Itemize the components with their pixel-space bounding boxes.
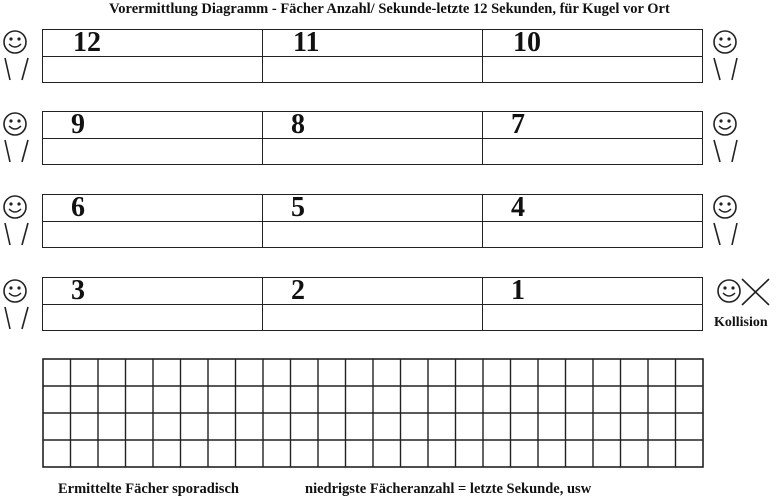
cell-number: 6 <box>71 192 85 223</box>
cell-number: 9 <box>71 109 85 140</box>
row-box-4 <box>42 277 703 331</box>
cell-number: 4 <box>511 192 525 223</box>
row-box-1 <box>42 29 703 83</box>
cell-number: 8 <box>291 109 305 140</box>
smiley-stick-figure-icon <box>0 28 34 82</box>
smiley-stick-figure-icon <box>708 110 742 164</box>
smiley-stick-figure-icon <box>708 193 742 247</box>
cell-number: 7 <box>511 109 525 140</box>
row-divider <box>43 56 702 57</box>
row-divider <box>43 221 702 222</box>
row-box-2 <box>42 111 703 165</box>
cell-number: 10 <box>513 27 541 58</box>
smiley-stick-figure-icon <box>708 28 742 82</box>
row-divider <box>43 304 702 305</box>
row-box-3 <box>42 194 703 248</box>
row-divider <box>43 138 702 139</box>
collision-label: Kollision <box>714 315 768 330</box>
cell-number: 3 <box>71 275 85 306</box>
smiley-cross-icon <box>714 276 776 308</box>
sporadic-grid <box>42 358 704 468</box>
smiley-stick-figure-icon <box>0 277 34 331</box>
smiley-stick-figure-icon <box>0 110 34 164</box>
diagram-title: Vorermittlung Diagramm - Fächer Anzahl/ Sekunde-letzte 12 Sekunden, für Kugel vor Ort <box>109 1 670 17</box>
footer-left-note: Ermittelte Fächer sporadisch <box>58 481 239 497</box>
cell-number: 12 <box>73 27 101 58</box>
cell-number: 11 <box>293 27 320 58</box>
footer-right-note: niedrigste Fächeranzahl = letzte Sekunde, usw <box>305 481 592 497</box>
cell-number: 1 <box>511 275 525 306</box>
cell-number: 5 <box>291 192 305 223</box>
smiley-stick-figure-icon <box>0 193 34 247</box>
cell-number: 2 <box>291 275 305 306</box>
